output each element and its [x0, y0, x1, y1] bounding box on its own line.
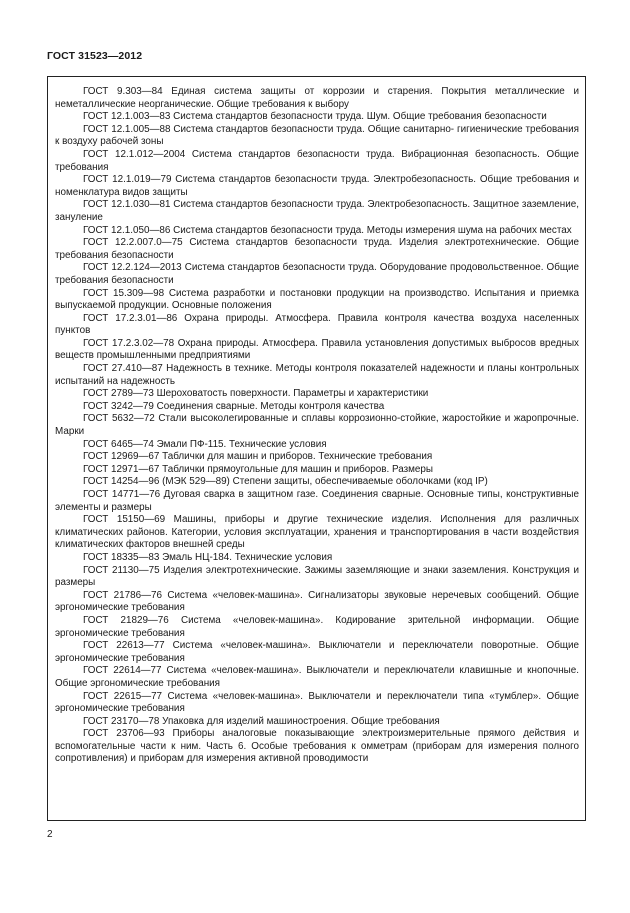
- document-header: ГОСТ 31523—2012: [47, 50, 143, 62]
- reference-gost-22613: ГОСТ 22613—77 Система «человек-машина». Выключатели и переключатели поворотные. Общие эргономические требования: [55, 640, 579, 664]
- reference-gost-6465: ГОСТ 6465—74 Эмали ПФ-115. Технические условия: [83, 438, 327, 450]
- references-frame: [47, 76, 586, 821]
- reference-gost-21829: ГОСТ 21829—76 Система «человек-машина». Кодирование зрительной информации. Общие эргономические требования: [55, 614, 579, 639]
- reference-gost-3242: ГОСТ 3242—79 Соединения сварные. Методы контроля качества: [83, 400, 385, 412]
- reference-gost-12-1-005: ГОСТ 12.1.005—88 Система стандартов безопасности труда. Общие санитарно- гигиенические требования к воздуху рабочей зоны: [55, 123, 579, 148]
- reference-gost-17-2-3-02: ГОСТ 17.2.3.02—78 Охрана природы. Атмосфера. Правила установления допустимых выбросов вредных веществ промышленными предприятиями: [55, 337, 579, 362]
- reference-gost-12-1-050: ГОСТ 12.1.050—86 Система стандартов безопасности труда. Методы измерения шума на рабочих местах: [83, 224, 572, 236]
- reference-gost-12-1-019: ГОСТ 12.1.019—79 Система стандартов безопасности труда. Электробезопасность. Общие требования и номенклатура видов защиты: [55, 174, 579, 198]
- reference-gost-5632: ГОСТ 5632—72 Стали высоколегированные и сплавы коррозионно-стойкие, жаростойкие и жаропрочные. Марки: [55, 413, 579, 438]
- reference-gost-12-2-007-0: ГОСТ 12.2.007.0—75 Система стандартов безопасности труда. Изделия электротехнические. Общие требования безопасности: [55, 237, 579, 261]
- reference-gost-12-1-012: ГОСТ 12.1.012—2004 Система стандартов безопасности труда. Вибрационная безопасность. Общие требования: [55, 148, 579, 173]
- reference-gost-22615: ГОСТ 22615—77 Система «человек-машина». Выключатели и переключатели типа «тумблер». Общие эргономические требования: [55, 690, 579, 715]
- reference-gost-14771: ГОСТ 14771—76 Дуговая сварка в защитном газе. Соединения сварные. Основные типы, конструктивные элементы и размеры: [55, 489, 579, 513]
- reference-gost-12969: ГОСТ 12969—67 Таблички для машин и приборов. Технические требования: [83, 451, 433, 463]
- reference-gost-18335: ГОСТ 18335—83 Эмаль НЦ-184. Технические условия: [83, 551, 333, 563]
- reference-gost-9-303: ГОСТ 9.303—84 Единая система защиты от коррозии и старения. Покрытия металлические и неметаллические неорганические. Общие требования к выбору: [55, 86, 579, 110]
- reference-gost-14254: ГОСТ 14254—96 (МЭК 529—89) Степени защиты, обеспечиваемые оболочками (код IP): [83, 476, 488, 488]
- reference-gost-21786: ГОСТ 21786—76 Система «человек-машина». Сигнализаторы звуковые неречевых сообщений. Общие эргономические требования: [55, 589, 579, 614]
- reference-gost-12971: ГОСТ 12971—67 Таблички прямоугольные для машин и приборов. Размеры: [83, 463, 433, 475]
- reference-gost-15150: ГОСТ 15150—69 Машины, приборы и другие технические изделия. Исполнения для различных климатических районов. Категории, условия эксплуатации, хранения и транспортирования в части воздействия климатических факторов внешней среды: [55, 514, 579, 551]
- reference-gost-12-2-124: ГОСТ 12.2.124—2013 Система стандартов безопасности труда. Оборудование продовольственное. Общие требования безопасности: [55, 262, 579, 286]
- reference-gost-12-1-003: ГОСТ 12.1.003—83 Система стандартов безопасности труда. Шум. Общие требования безопасности: [83, 111, 547, 123]
- reference-gost-2789: ГОСТ 2789—73 Шероховатость поверхности. Параметры и характеристики: [83, 388, 429, 400]
- reference-gost-23170: ГОСТ 23170—78 Упаковка для изделий машиностроения. Общие требования: [83, 715, 440, 727]
- reference-gost-17-2-3-01: ГОСТ 17.2.3.01—86 Охрана природы. Атмосфера. Правила контроля качества воздуха населенных пунктов: [55, 312, 579, 337]
- reference-gost-27-410: ГОСТ 27.410—87 Надежность в технике. Методы контроля показателей надежности и планы контрольных испытаний на надежность: [55, 363, 579, 387]
- reference-gost-21130: ГОСТ 21130—75 Изделия электротехнические. Зажимы заземляющие и знаки заземления. Конструкция и размеры: [55, 564, 579, 589]
- reference-gost-15-309: ГОСТ 15.309—98 Система разработки и постановки продукции на производство. Испытания и приемка выпускаемой продукции. Основные положения: [55, 287, 579, 312]
- reference-gost-23706: ГОСТ 23706—93 Приборы аналоговые показывающие электроизмерительные прямого действия и вспомогательные части к ним. Часть 6. Особые требования к омметрам (приборам для измерения полного сопротивления) и приборам для измерения активной проводимости: [55, 728, 579, 765]
- page-number: 2: [47, 829, 53, 840]
- reference-gost-12-1-030: ГОСТ 12.1.030—81 Система стандартов безопасности труда. Электробезопасность. Защитное заземление, зануление: [55, 199, 579, 223]
- reference-gost-22614: ГОСТ 22614—77 Система «человек-машина». Выключатели и переключатели клавишные и кнопочные. Общие эргономические требования: [55, 665, 579, 689]
